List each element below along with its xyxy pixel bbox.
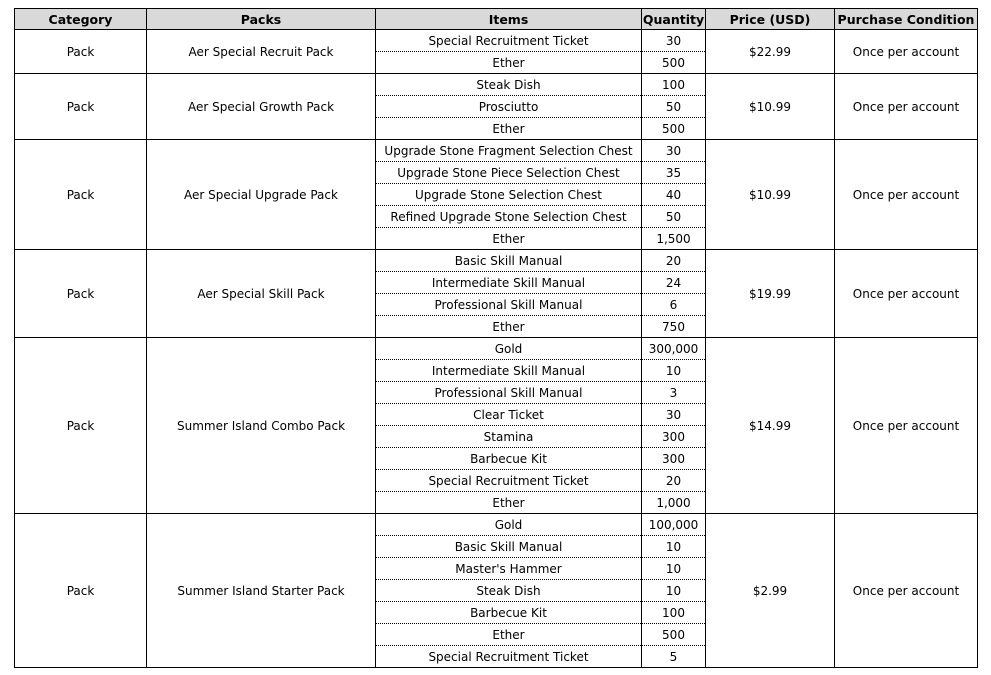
item-cell: Steak Dish bbox=[376, 74, 642, 96]
purchase-condition-cell: Once per account bbox=[835, 514, 978, 668]
header-category: Category bbox=[15, 9, 147, 30]
item-cell: Barbecue Kit bbox=[376, 602, 642, 624]
item-cell: Gold bbox=[376, 514, 642, 536]
quantity-cell: 1,000 bbox=[642, 492, 706, 514]
item-cell: Ether bbox=[376, 624, 642, 646]
quantity-cell: 300,000 bbox=[642, 338, 706, 360]
quantity-cell: 3 bbox=[642, 382, 706, 404]
quantity-cell: 500 bbox=[642, 624, 706, 646]
category-cell: Pack bbox=[15, 30, 147, 74]
price-cell: $19.99 bbox=[706, 250, 835, 338]
price-cell: $2.99 bbox=[706, 514, 835, 668]
table-row bbox=[15, 140, 978, 162]
item-cell: Ether bbox=[376, 52, 642, 74]
item-cell: Steak Dish bbox=[376, 580, 642, 602]
quantity-cell: 5 bbox=[642, 646, 706, 668]
quantity-cell: 20 bbox=[642, 250, 706, 272]
table-row bbox=[15, 338, 978, 360]
item-cell: Upgrade Stone Piece Selection Chest bbox=[376, 162, 642, 184]
pack-name-cell: Aer Special Skill Pack bbox=[147, 250, 376, 338]
table-row bbox=[15, 74, 978, 96]
category-cell: Pack bbox=[15, 514, 147, 668]
purchase-condition-cell: Once per account bbox=[835, 30, 978, 74]
quantity-cell: 20 bbox=[642, 470, 706, 492]
quantity-cell: 30 bbox=[642, 140, 706, 162]
quantity-cell: 500 bbox=[642, 118, 706, 140]
quantity-cell: 750 bbox=[642, 316, 706, 338]
purchase-condition-cell: Once per account bbox=[835, 250, 978, 338]
item-cell: Basic Skill Manual bbox=[376, 536, 642, 558]
quantity-cell: 100 bbox=[642, 74, 706, 96]
item-cell: Gold bbox=[376, 338, 642, 360]
price-cell: $14.99 bbox=[706, 338, 835, 514]
item-cell: Intermediate Skill Manual bbox=[376, 272, 642, 294]
item-cell: Stamina bbox=[376, 426, 642, 448]
item-cell: Ether bbox=[376, 492, 642, 514]
item-cell: Master's Hammer bbox=[376, 558, 642, 580]
category-cell: Pack bbox=[15, 338, 147, 514]
item-cell: Professional Skill Manual bbox=[376, 382, 642, 404]
purchase-condition-cell: Once per account bbox=[835, 338, 978, 514]
item-cell: Special Recruitment Ticket bbox=[376, 646, 642, 668]
category-cell: Pack bbox=[15, 140, 147, 250]
quantity-cell: 35 bbox=[642, 162, 706, 184]
category-cell: Pack bbox=[15, 74, 147, 140]
purchase-condition-cell: Once per account bbox=[835, 140, 978, 250]
header-price: Price (USD) bbox=[706, 9, 835, 30]
item-cell: Special Recruitment Ticket bbox=[376, 470, 642, 492]
quantity-cell: 300 bbox=[642, 448, 706, 470]
item-cell: Basic Skill Manual bbox=[376, 250, 642, 272]
pack-name-cell: Summer Island Combo Pack bbox=[147, 338, 376, 514]
quantity-cell: 10 bbox=[642, 536, 706, 558]
price-cell: $22.99 bbox=[706, 30, 835, 74]
item-cell: Intermediate Skill Manual bbox=[376, 360, 642, 382]
item-cell: Ether bbox=[376, 316, 642, 338]
quantity-cell: 50 bbox=[642, 206, 706, 228]
purchase-condition-cell: Once per account bbox=[835, 74, 978, 140]
quantity-cell: 300 bbox=[642, 426, 706, 448]
quantity-cell: 100 bbox=[642, 602, 706, 624]
header-items: Items bbox=[376, 9, 642, 30]
table-row bbox=[15, 514, 978, 536]
item-cell: Clear Ticket bbox=[376, 404, 642, 426]
table-row bbox=[15, 30, 978, 52]
item-cell: Upgrade Stone Fragment Selection Chest bbox=[376, 140, 642, 162]
table-row bbox=[15, 250, 978, 272]
quantity-cell: 500 bbox=[642, 52, 706, 74]
price-cell: $10.99 bbox=[706, 140, 835, 250]
header-purchase-condition: Purchase Condition bbox=[835, 9, 978, 30]
header-row bbox=[15, 9, 978, 30]
quantity-cell: 10 bbox=[642, 580, 706, 602]
quantity-cell: 6 bbox=[642, 294, 706, 316]
quantity-cell: 100,000 bbox=[642, 514, 706, 536]
item-cell: Ether bbox=[376, 118, 642, 140]
quantity-cell: 30 bbox=[642, 30, 706, 52]
item-cell: Barbecue Kit bbox=[376, 448, 642, 470]
item-cell: Professional Skill Manual bbox=[376, 294, 642, 316]
pack-name-cell: Summer Island Starter Pack bbox=[147, 514, 376, 668]
quantity-cell: 1,500 bbox=[642, 228, 706, 250]
item-cell: Upgrade Stone Selection Chest bbox=[376, 184, 642, 206]
item-cell: Prosciutto bbox=[376, 96, 642, 118]
pack-name-cell: Aer Special Recruit Pack bbox=[147, 30, 376, 74]
quantity-cell: 40 bbox=[642, 184, 706, 206]
price-cell: $10.99 bbox=[706, 74, 835, 140]
quantity-cell: 50 bbox=[642, 96, 706, 118]
quantity-cell: 10 bbox=[642, 558, 706, 580]
pack-name-cell: Aer Special Growth Pack bbox=[147, 74, 376, 140]
header-quantity: Quantity bbox=[642, 9, 706, 30]
quantity-cell: 24 bbox=[642, 272, 706, 294]
item-cell: Refined Upgrade Stone Selection Chest bbox=[376, 206, 642, 228]
item-cell: Special Recruitment Ticket bbox=[376, 30, 642, 52]
item-cell: Ether bbox=[376, 228, 642, 250]
quantity-cell: 30 bbox=[642, 404, 706, 426]
packs-table bbox=[14, 8, 978, 668]
quantity-cell: 10 bbox=[642, 360, 706, 382]
category-cell: Pack bbox=[15, 250, 147, 338]
pack-name-cell: Aer Special Upgrade Pack bbox=[147, 140, 376, 250]
header-packs: Packs bbox=[147, 9, 376, 30]
